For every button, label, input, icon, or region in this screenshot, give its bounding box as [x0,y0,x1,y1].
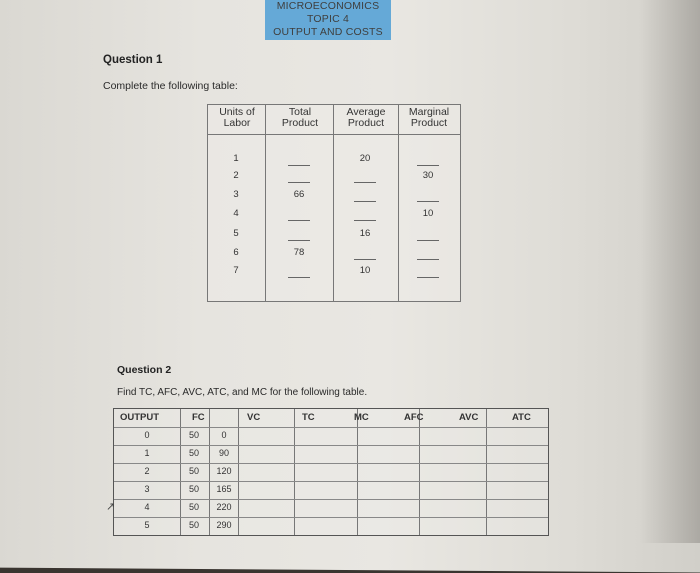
table-cell: 2 [233,170,239,181]
header-highlight [265,0,391,40]
row-divider [114,427,548,428]
table-cell: 6 [233,247,239,258]
answer-blank[interactable] [288,182,310,183]
table-cell: 4 [144,502,150,512]
course-title: MICROECONOMICS [276,0,380,12]
table-cell: 50 [188,448,199,458]
header-marginal-product: Marginal Product [408,106,450,129]
table-cell: 50 [188,430,199,440]
topic-number: TOPIC 4 [306,13,350,25]
table-cell: 66 [293,189,305,200]
question1-instruction: Complete the following table: [103,80,238,92]
question1-title: Question 1 [103,54,163,66]
answer-blank[interactable] [417,165,439,166]
handwritten-mark: ↗ [106,501,116,513]
header-mc: MC [354,412,369,423]
table-cell: 50 [188,466,199,476]
row-divider [114,445,548,446]
answer-blank[interactable] [288,240,310,241]
header-avc: AVC [459,412,479,423]
table-cell: 50 [188,520,199,530]
row-divider [114,463,548,464]
answer-blank[interactable] [354,201,376,202]
table-cell: 10 [359,265,371,276]
question2-instruction: Find TC, AFC, AVC, ATC, and MC for the following table. [117,387,368,398]
header-afc: AFC [404,412,424,423]
table-cell: 165 [216,484,232,494]
table-cell: 50 [188,502,199,512]
table-cell: 2 [144,466,150,476]
answer-blank[interactable] [354,182,376,183]
header-fc: FC [192,412,205,423]
table-cell: 10 [422,208,434,219]
table-cell: 20 [359,153,371,164]
table-cell: 290 [216,520,232,530]
table-cell: 3 [144,484,150,494]
table-cell: 16 [359,228,371,239]
answer-blank[interactable] [288,277,310,278]
table-cell: 5 [233,228,239,239]
table-cell: 90 [218,448,229,458]
row-divider [114,517,548,518]
table-cell: 220 [216,502,232,512]
table-cell: 78 [293,247,305,258]
table-cell: 1 [233,153,239,164]
header-tc: TC [302,412,315,423]
table-cell: 4 [233,208,239,219]
table-cell: 5 [144,520,150,530]
table-cell: 0 [144,430,150,440]
table-cell: 1 [144,448,150,458]
table-cell: 30 [422,170,434,181]
header-total-product: Total Product [281,106,319,129]
screen-edge-shadow [640,0,700,543]
table-cell: 7 [233,265,239,276]
answer-blank[interactable] [288,165,310,166]
question2-title: Question 2 [117,364,172,376]
cost-table [113,408,549,536]
table-cell: 120 [216,466,232,476]
header-atc: ATC [512,412,531,423]
table-cell: 3 [233,189,239,200]
header-output: OUTPUT [120,412,160,423]
answer-blank[interactable] [417,277,439,278]
answer-blank[interactable] [417,201,439,202]
answer-blank[interactable] [354,259,376,260]
row-divider [114,499,548,500]
header-divider [208,134,460,135]
answer-blank[interactable] [417,240,439,241]
header-units-of-labor: Units of Labor [219,106,255,129]
topic-title: OUTPUT AND COSTS [273,26,383,38]
answer-blank[interactable] [288,220,310,221]
header-vc: VC [247,412,261,423]
answer-blank[interactable] [354,220,376,221]
answer-blank[interactable] [417,259,439,260]
table-cell: 50 [188,484,199,494]
table-cell: 0 [221,430,227,440]
header-average-product: Average Product [346,106,386,129]
product-table [207,104,461,302]
row-divider [114,481,548,482]
